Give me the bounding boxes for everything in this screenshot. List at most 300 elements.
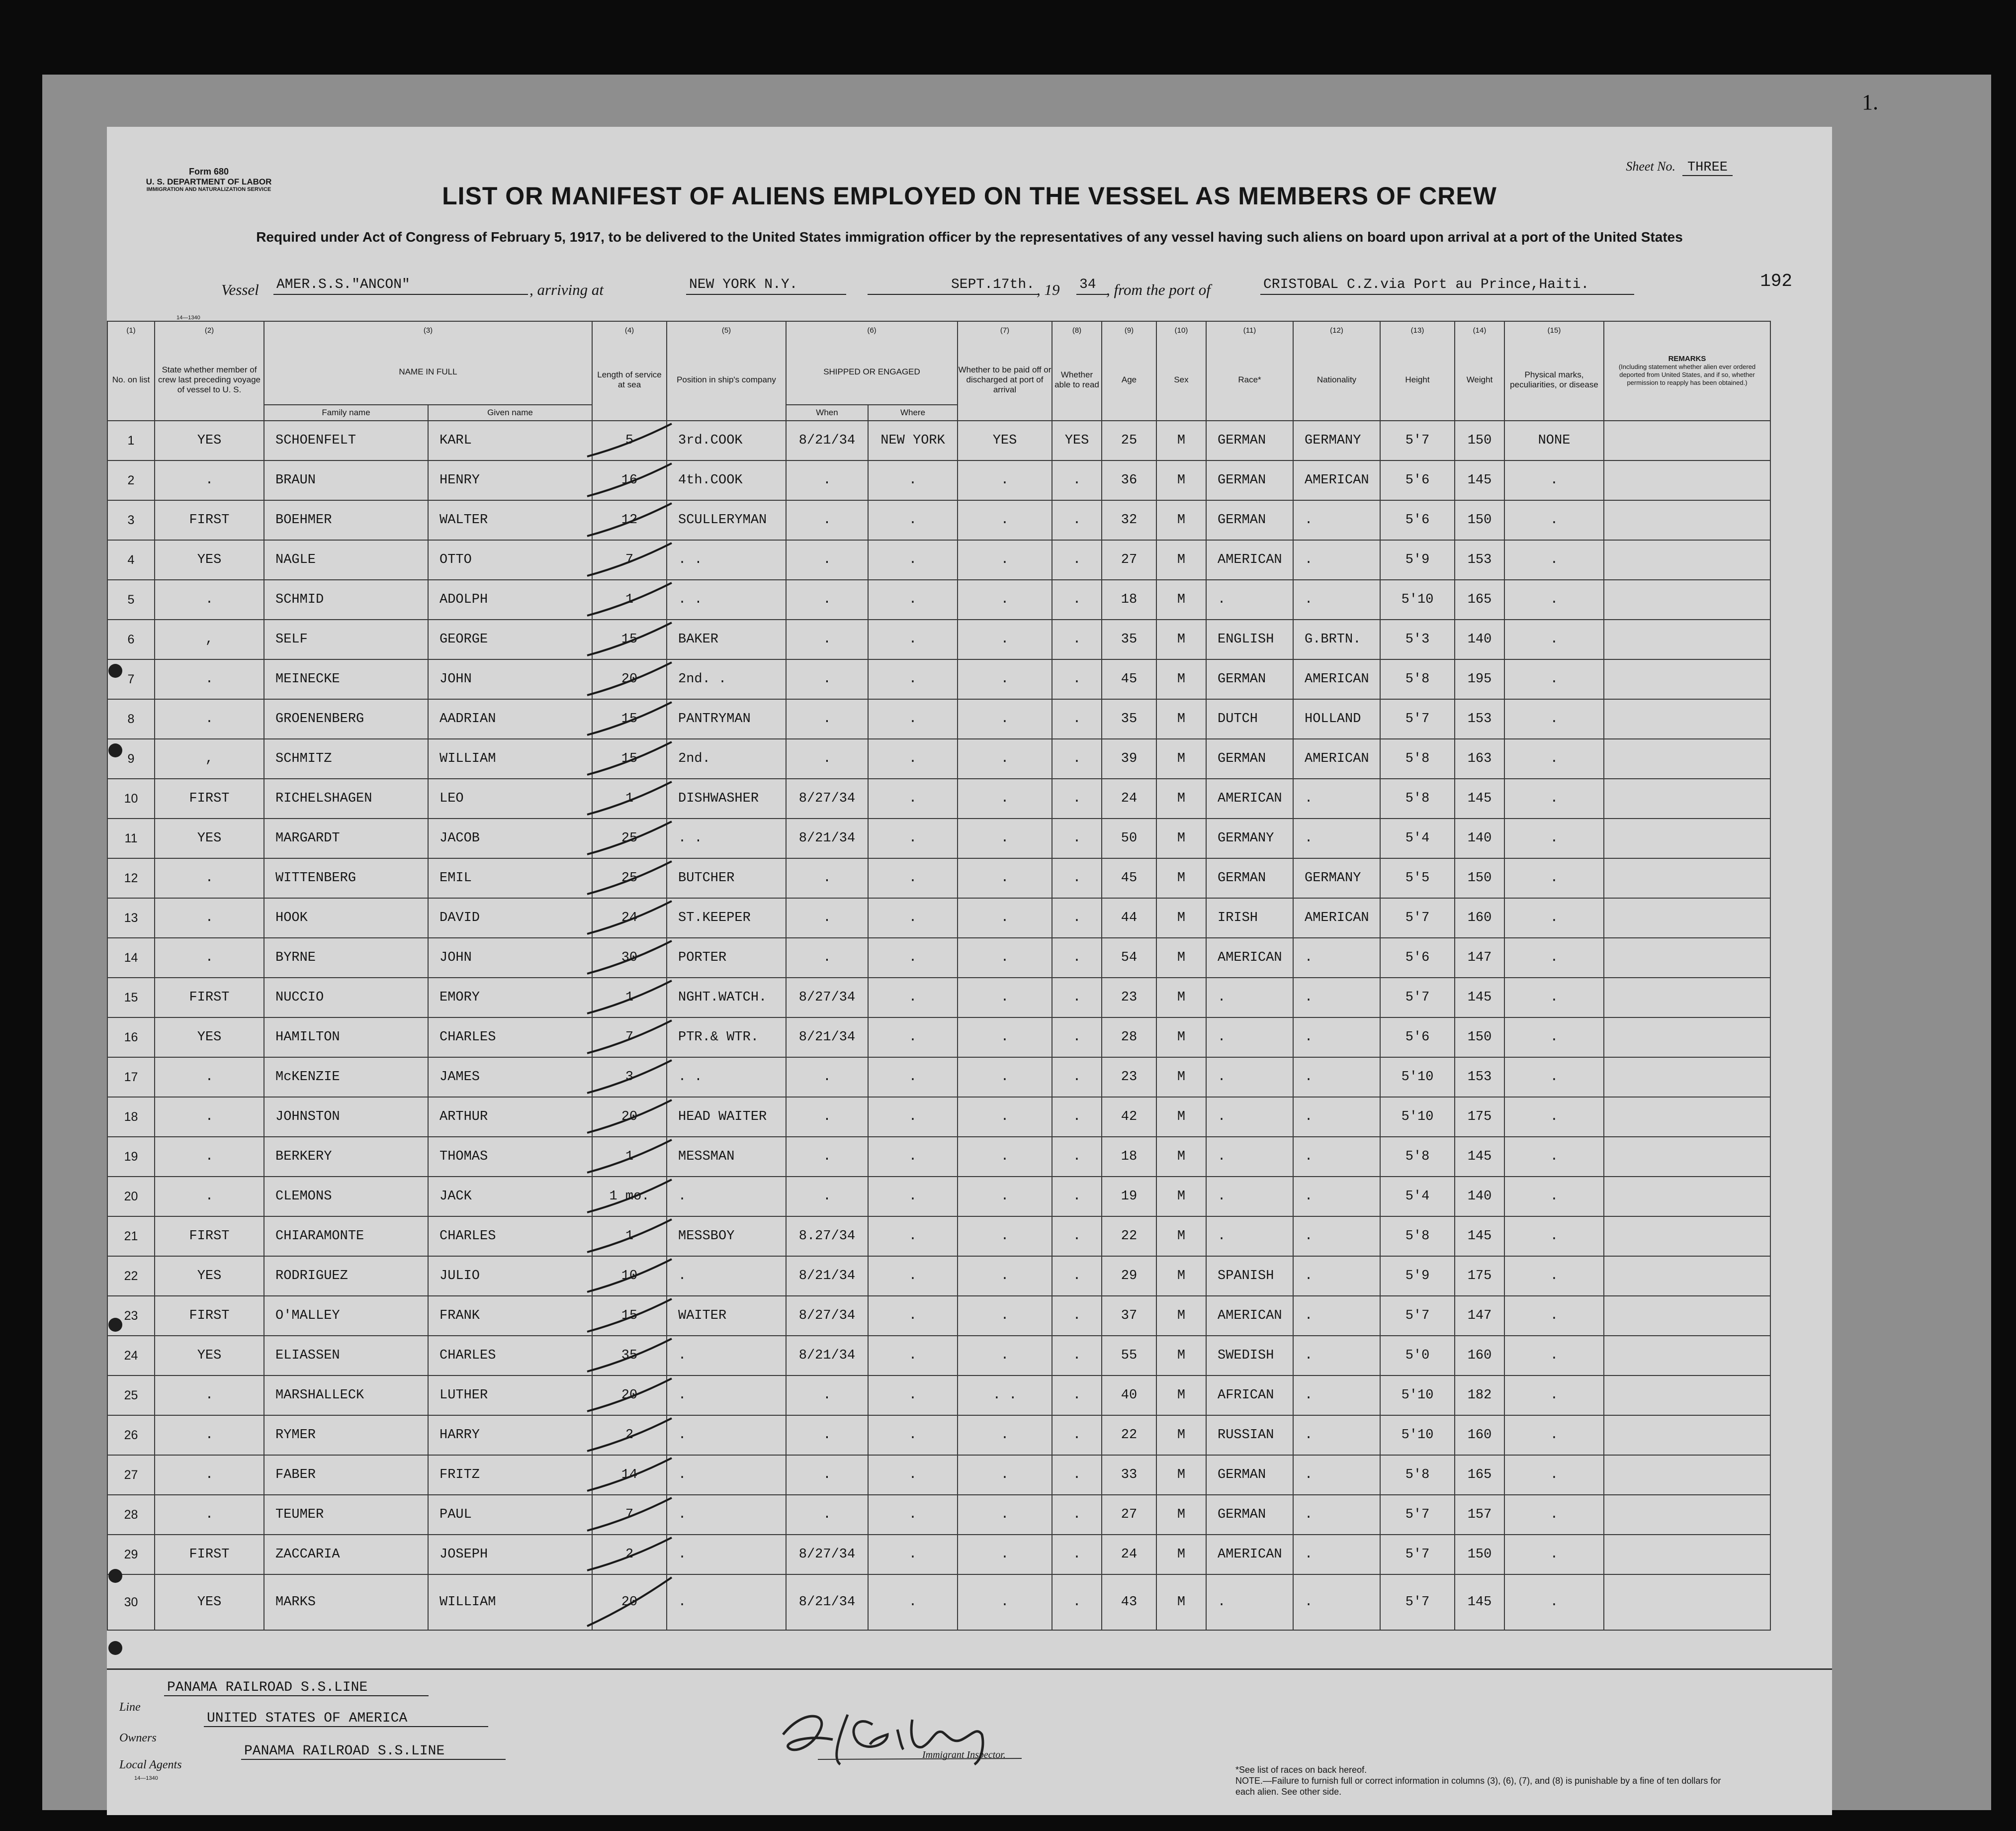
sex-cell: M [1156,1017,1206,1057]
height-cell: 5'7 [1380,1296,1455,1336]
service-length-cell: 20 [592,659,667,699]
sex-cell: M [1156,739,1206,779]
given-name-cell: GEORGE [428,620,592,659]
height-cell: 5'8 [1380,659,1455,699]
races-note: *See list of races on back hereof. [1235,1765,1367,1775]
family-name-cell: ZACCARIA [264,1535,428,1574]
previous-voyage-cell: , [155,739,264,779]
tally-stroke [587,1577,672,1626]
able-to-read-cell: . [1052,699,1102,739]
height-cell: 5'6 [1380,1017,1455,1057]
given-name-cell: LEO [428,779,592,819]
able-to-read-cell: . [1052,1415,1102,1455]
shipped-where-cell: . [868,1137,958,1177]
row-number-cell: 16 [107,1017,155,1057]
weight-cell: 160 [1455,898,1504,938]
tally-stroke [587,861,672,894]
sex-cell: M [1156,699,1206,739]
able-to-read-cell: . [1052,659,1102,699]
height-cell: 5'7 [1380,1574,1455,1630]
given-name-cell: JULIO [428,1256,592,1296]
given-name-cell: CHARLES [428,1017,592,1057]
physical-marks-cell: . [1504,659,1604,699]
family-name-cell: MARKS [264,1574,428,1630]
arrival-year: 34 [1076,276,1107,295]
service-length-cell: 1 [592,978,667,1017]
nationality-cell: . [1293,1455,1380,1495]
family-name-cell: TEUMER [264,1495,428,1535]
nationality-cell: AMERICAN [1293,739,1380,779]
family-name-cell: MARSHALLECK [264,1375,428,1415]
weight-cell: 150 [1455,421,1504,460]
paid-off-cell: . [958,978,1052,1017]
previous-voyage-cell: FIRST [155,978,264,1017]
race-cell: GERMANY [1206,819,1293,858]
weight-cell: 140 [1455,620,1504,659]
nationality-cell: . [1293,819,1380,858]
row-number-cell: 7 [107,659,155,699]
able-to-read-cell: . [1052,1017,1102,1057]
paid-off-cell: . [958,1057,1052,1097]
age-cell: 27 [1102,540,1156,580]
col-7-num: (7) [958,321,1052,340]
shipped-where-cell: . [868,739,958,779]
race-cell: AMERICAN [1206,938,1293,978]
corner-mark: 1. [1862,90,1878,114]
age-cell: 50 [1102,819,1156,858]
previous-voyage-cell: . [155,1455,264,1495]
position-cell: BAKER [667,620,786,659]
weight-cell: 153 [1455,1057,1504,1097]
sex-cell: M [1156,1097,1206,1137]
weight-cell: 175 [1455,1097,1504,1137]
nationality-cell: . [1293,580,1380,620]
row-number-cell: 12 [107,858,155,898]
form-code-top: 14—1340 [176,315,200,321]
able-to-read-cell: . [1052,1375,1102,1415]
vessel-label: Vessel [221,281,259,298]
able-to-read-cell: . [1052,1574,1102,1630]
service-length-cell: 1 [592,1216,667,1256]
position-cell: . [667,1375,786,1415]
age-cell: 55 [1102,1336,1156,1375]
shipped-when-cell: . [786,858,868,898]
height-cell: 5'3 [1380,620,1455,659]
col-4-num: (4) [592,321,667,340]
paid-off-cell: YES [958,421,1052,460]
family-name-cell: BYRNE [264,938,428,978]
nationality-cell: . [1293,1137,1380,1177]
line-value: PANAMA RAILROAD S.S.LINE [164,1680,429,1696]
given-name-cell: FRANK [428,1296,592,1336]
page-title: LIST OR MANIFEST OF ALIENS EMPLOYED ON THE VESSEL AS MEMBERS OF CREW [442,182,1497,210]
service-length-cell: 2 [592,1535,667,1574]
previous-voyage-cell: FIRST [155,1296,264,1336]
able-to-read-cell: . [1052,1137,1102,1177]
nationality-cell: . [1293,1017,1380,1057]
able-to-read-cell: . [1052,819,1102,858]
tally-stroke [587,702,672,735]
col-15-num: (15) [1504,321,1604,340]
height-cell: 5'7 [1380,898,1455,938]
row-number-cell: 20 [107,1177,155,1216]
service-length-cell: 20 [592,1375,667,1415]
service-length-cell: 7 [592,1017,667,1057]
paid-off-cell: . [958,1137,1052,1177]
sheet-value: THREE [1682,160,1733,176]
form-code-bottom: 14—1340 [134,1775,158,1781]
shipped-where-cell: . [868,1057,958,1097]
tally-stroke [587,1180,672,1212]
nationality-cell: . [1293,1097,1380,1137]
given-name-cell: EMIL [428,858,592,898]
col-1-num: (1) [107,321,155,340]
tally-stroke [587,941,672,974]
able-to-read-cell: . [1052,938,1102,978]
previous-voyage-cell: . [155,1097,264,1137]
weight-cell: 160 [1455,1336,1504,1375]
shipped-when-cell: . [786,1137,868,1177]
agents-label: Local Agents [119,1758,182,1771]
age-cell: 45 [1102,659,1156,699]
page-subtitle: Required under Act of Congress of February 5, 1917, to be delivered to the United States immigration officer by the representatives of any vessel having such aliens on board upon arrival at a port of the United States [256,229,1683,245]
row-number-cell: 24 [107,1336,155,1375]
race-cell: GERMAN [1206,460,1293,500]
tally-stroke [587,901,672,934]
shipped-when-cell: 8/21/34 [786,421,868,460]
col-11-num: (11) [1206,321,1293,340]
nationality-cell: . [1293,1336,1380,1375]
family-name-cell: WITTENBERG [264,858,428,898]
paid-off-cell: . [958,739,1052,779]
col-9-label: Age [1102,340,1156,421]
height-cell: 5'7 [1380,699,1455,739]
race-cell: DUTCH [1206,699,1293,739]
given-name-cell: ADOLPH [428,580,592,620]
race-cell: AFRICAN [1206,1375,1293,1415]
position-cell: WAITER [667,1296,786,1336]
port-label: , from the port of [1106,281,1211,298]
sex-cell: M [1156,898,1206,938]
race-cell: . [1206,978,1293,1017]
service-length-cell: 15 [592,1296,667,1336]
race-cell: GERMAN [1206,1495,1293,1535]
age-cell: 40 [1102,1375,1156,1415]
family-name-cell: RICHELSHAGEN [264,779,428,819]
row-number-cell: 29 [107,1535,155,1574]
given-name-cell: PAUL [428,1495,592,1535]
age-cell: 24 [1102,779,1156,819]
able-to-read-cell: . [1052,1336,1102,1375]
service-length-cell: 24 [592,898,667,938]
age-cell: 33 [1102,1455,1156,1495]
family-name-cell: RYMER [264,1415,428,1455]
service-length-cell: 10 [592,1256,667,1296]
nationality-cell: G.BRTN. [1293,620,1380,659]
shipped-where-cell: . [868,1296,958,1336]
shipped-when-cell: . [786,460,868,500]
sex-cell: M [1156,421,1206,460]
col-10-label: Sex [1156,340,1206,421]
physical-marks-cell: . [1504,938,1604,978]
tally-stroke [587,1299,672,1332]
departure-port: CRISTOBAL C.Z.via Port au Prince,Haiti. [1260,276,1634,295]
sex-cell: M [1156,1137,1206,1177]
shipped-when-cell: 8/21/34 [786,1256,868,1296]
position-cell: 3rd.COOK [667,421,786,460]
given-name-cell: OTTO [428,540,592,580]
service-length-cell: 7 [592,1495,667,1535]
weight-cell: 145 [1455,1216,1504,1256]
paid-off-cell: . [958,1177,1052,1216]
given-name-cell: JACOB [428,819,592,858]
age-cell: 22 [1102,1415,1156,1455]
service-length-cell: 15 [592,699,667,739]
paid-off-cell: . [958,540,1052,580]
tally-stroke [587,543,672,576]
shipped-where-cell: . [868,1574,958,1630]
shipped-where-cell: . [868,1375,958,1415]
paid-off-cell: . [958,1535,1052,1574]
given-name-cell: LUTHER [428,1375,592,1415]
col-15-label: Physical marks, peculiarities, or disease [1504,340,1604,421]
weight-cell: 145 [1455,779,1504,819]
able-to-read-cell: . [1052,1455,1102,1495]
punch-hole [108,1569,122,1583]
age-cell: 45 [1102,858,1156,898]
shipped-when-cell: . [786,1097,868,1137]
given-name-cell: WALTER [428,500,592,540]
weight-cell: 140 [1455,1177,1504,1216]
previous-voyage-cell: . [155,1057,264,1097]
service-length-cell: 3 [592,1057,667,1097]
paid-off-cell: . [958,659,1052,699]
shipped-when-cell: . [786,1415,868,1455]
nationality-cell: . [1293,1495,1380,1535]
paid-off-cell: . [958,819,1052,858]
col-13-num: (13) [1380,321,1455,340]
family-name-cell: ELIASSEN [264,1336,428,1375]
age-cell: 36 [1102,460,1156,500]
service-length-cell: 15 [592,620,667,659]
sex-cell: M [1156,1057,1206,1097]
col-5-num: (5) [667,321,786,340]
shipped-where-cell: . [868,580,958,620]
given-name-cell: JOHN [428,659,592,699]
shipped-where-cell: . [868,819,958,858]
height-cell: 5'8 [1380,1137,1455,1177]
position-cell: . . [667,1057,786,1097]
position-cell: . [667,1495,786,1535]
row-number-cell: 10 [107,779,155,819]
tally-stroke [587,662,672,695]
race-cell: . [1206,1216,1293,1256]
physical-marks-cell: . [1504,819,1604,858]
paid-off-cell: . [958,1216,1052,1256]
row-number-cell: 19 [107,1137,155,1177]
weight-cell: 145 [1455,1574,1504,1630]
position-cell: . [667,1535,786,1574]
tally-stroke [587,1100,672,1133]
line-label: Line [119,1701,141,1714]
col-3-label: NAME IN FULL [264,340,592,405]
family-name-cell: BRAUN [264,460,428,500]
remarks-title: REMARKS [1668,355,1706,363]
physical-marks-cell: . [1504,1574,1604,1630]
sex-cell: M [1156,1216,1206,1256]
position-cell: ST.KEEPER [667,898,786,938]
row-number-cell: 3 [107,500,155,540]
manifest-page [107,127,1832,1815]
physical-marks-cell: . [1504,1256,1604,1296]
height-cell: 5'7 [1380,421,1455,460]
able-to-read-cell: . [1052,1535,1102,1574]
position-cell: . . [667,540,786,580]
given-name-cell: JACK [428,1177,592,1216]
nationality-cell: . [1293,1296,1380,1336]
sex-cell: M [1156,1375,1206,1415]
previous-voyage-cell: . [155,858,264,898]
physical-marks-cell: . [1504,1336,1604,1375]
previous-voyage-cell: YES [155,819,264,858]
height-cell: 5'9 [1380,540,1455,580]
nationality-cell: . [1293,978,1380,1017]
position-cell: DISHWASHER [667,779,786,819]
tally-marks [107,127,1832,1815]
shipped-where-cell: NEW YORK [868,421,958,460]
weight-cell: 145 [1455,978,1504,1017]
manifest-number: 192 [1760,271,1792,291]
paid-off-cell: . [958,1415,1052,1455]
service-length-cell: 1 mo. [592,1177,667,1216]
previous-voyage-cell: FIRST [155,1535,264,1574]
given-name-cell: JAMES [428,1057,592,1097]
physical-marks-cell: . [1504,739,1604,779]
age-cell: 54 [1102,938,1156,978]
paid-off-cell: . [958,500,1052,540]
physical-marks-cell: . [1504,580,1604,620]
col-when-label: When [786,405,868,421]
shipped-when-cell: 8.27/34 [786,1216,868,1256]
given-name-cell: DAVID [428,898,592,938]
vessel-name: AMER.S.S."ANCON" [273,276,528,295]
shipped-when-cell: . [786,1177,868,1216]
nationality-cell: AMERICAN [1293,898,1380,938]
given-name-cell: HARRY [428,1415,592,1455]
sex-cell: M [1156,1177,1206,1216]
previous-voyage-cell: . [155,1495,264,1535]
sex-cell: M [1156,580,1206,620]
col-12-num: (12) [1293,321,1380,340]
shipped-when-cell: . [786,1375,868,1415]
position-cell: PANTRYMAN [667,699,786,739]
height-cell: 5'10 [1380,1097,1455,1137]
col-7-label: Whether to be paid off or discharged at port of arrival [958,340,1052,421]
able-to-read-cell: . [1052,500,1102,540]
race-cell: . [1206,1137,1293,1177]
service-length-cell: 14 [592,1455,667,1495]
previous-voyage-cell: . [155,699,264,739]
height-cell: 5'7 [1380,978,1455,1017]
department-name: U. S. DEPARTMENT OF LABOR [146,177,272,186]
punch-hole [108,664,122,678]
sex-cell: M [1156,1256,1206,1296]
paid-off-cell: . [958,1495,1052,1535]
able-to-read-cell: YES [1052,421,1102,460]
nationality-cell: . [1293,1256,1380,1296]
row-number-cell: 4 [107,540,155,580]
family-name-cell: BOEHMER [264,500,428,540]
given-name-cell: JOHN [428,938,592,978]
tally-stroke [587,981,672,1013]
physical-marks-cell: . [1504,620,1604,659]
punch-hole [108,1641,122,1655]
service-length-cell: 25 [592,858,667,898]
sheet-label: Sheet No. [1626,159,1675,174]
shipped-when-cell: 8/21/34 [786,1336,868,1375]
physical-marks-cell: . [1504,1057,1604,1097]
able-to-read-cell: . [1052,460,1102,500]
service-length-cell: 1 [592,580,667,620]
race-cell: . [1206,1574,1293,1630]
race-cell: . [1206,1057,1293,1097]
sex-cell: M [1156,978,1206,1017]
family-name-cell: JOHNSTON [264,1097,428,1137]
tally-stroke [587,623,672,655]
service-length-cell: 15 [592,739,667,779]
able-to-read-cell: . [1052,1495,1102,1535]
shipped-where-cell: . [868,620,958,659]
shipped-where-cell: . [868,1455,958,1495]
shipped-when-cell: . [786,540,868,580]
nationality-cell: . [1293,540,1380,580]
previous-voyage-cell: . [155,1177,264,1216]
row-number-cell: 25 [107,1375,155,1415]
age-cell: 37 [1102,1296,1156,1336]
col-6-label: SHIPPED OR ENGAGED [786,340,958,405]
given-name-cell: CHARLES [428,1216,592,1256]
tally-stroke [587,782,672,815]
nationality-cell: . [1293,1535,1380,1574]
shipped-where-cell: . [868,659,958,699]
tally-stroke [587,1418,672,1451]
race-cell: GERMAN [1206,659,1293,699]
race-cell: AMERICAN [1206,540,1293,580]
age-cell: 43 [1102,1574,1156,1630]
position-cell: . . [667,819,786,858]
physical-marks-cell: . [1504,1415,1604,1455]
race-cell: AMERICAN [1206,1296,1293,1336]
shipped-where-cell: . [868,500,958,540]
sex-cell: M [1156,1535,1206,1574]
age-cell: 32 [1102,500,1156,540]
shipped-where-cell: . [868,1017,958,1057]
col-family-label: Family name [264,405,428,421]
year-prefix: , 19 [1037,281,1060,298]
height-cell: 5'0 [1380,1336,1455,1375]
tally-stroke [587,463,672,496]
given-name-cell: THOMAS [428,1137,592,1177]
paid-off-cell: . [958,620,1052,659]
shipped-when-cell: 8/27/34 [786,779,868,819]
shipped-where-cell: . [868,1177,958,1216]
shipped-where-cell: . [868,898,958,938]
shipped-where-cell: . [868,1336,958,1375]
height-cell: 5'5 [1380,858,1455,898]
given-name-cell: WILLIAM [428,739,592,779]
tally-stroke [587,742,672,775]
row-number-cell: 22 [107,1256,155,1296]
